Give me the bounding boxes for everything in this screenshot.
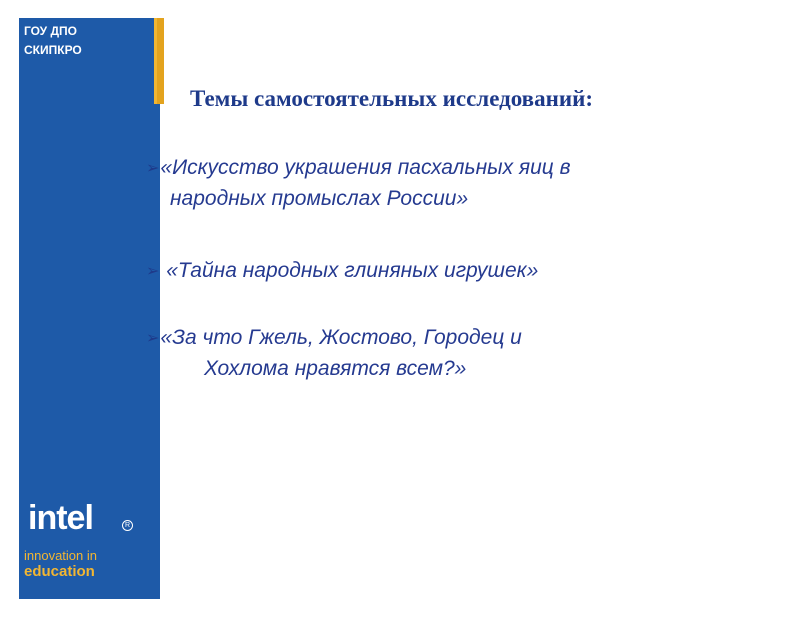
organization-label <box>24 22 134 60</box>
registered-mark-icon: R <box>122 520 133 531</box>
logo-wordmark: intel <box>28 499 93 537</box>
arrow-bullet-icon: ➢ <box>146 160 160 177</box>
bullet-item <box>146 153 571 214</box>
organization-line-1: ГОУ ДПО <box>24 24 77 38</box>
bullet-item <box>146 323 522 384</box>
slide-title: Темы самостоятельных исследований: <box>190 86 594 111</box>
bullet-text-line-1: «Искусство украшения пасхальных яиц в <box>160 156 571 179</box>
accent-bar-shade <box>157 18 164 104</box>
arrow-bullet-icon: ➢ <box>146 263 160 280</box>
bullet-text-line-1: «Тайна народных глиняных игрушек» <box>160 259 539 282</box>
bullet-text-line-2: народных промыслах России» <box>170 187 469 210</box>
bullet-text-line-1: «За что Гжель, Жостово, Городец и <box>160 326 522 349</box>
tagline-line-2: education <box>24 563 95 580</box>
logo-tagline <box>24 548 97 580</box>
organization-line-2: СКИПКРО <box>24 43 82 57</box>
bullet-text-line-2: Хохлома нравятся всем?» <box>204 357 467 380</box>
bullet-item <box>146 256 538 287</box>
arrow-bullet-icon: ➢ <box>146 330 160 347</box>
tagline-line-1: innovation in <box>24 548 97 563</box>
